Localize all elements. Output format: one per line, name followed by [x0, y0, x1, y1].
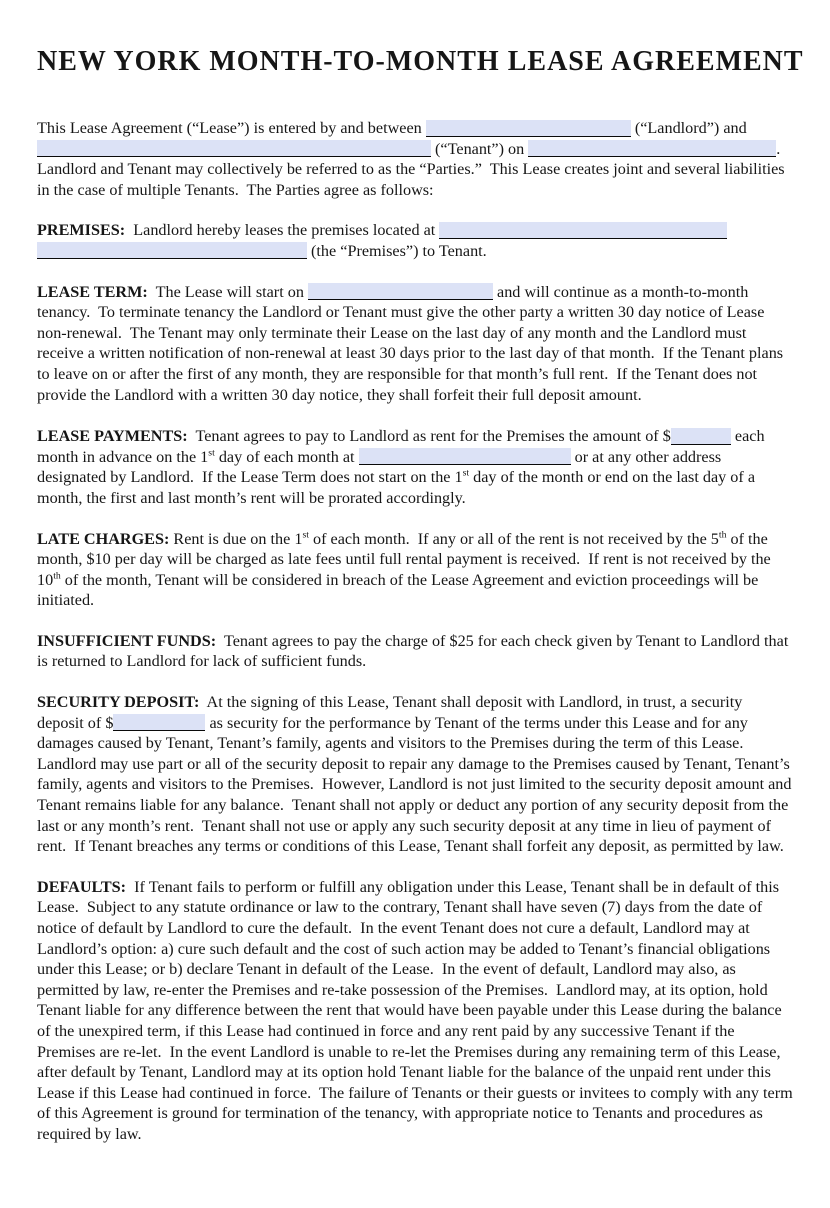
security-deposit-section: [37, 692, 796, 857]
late-charges-text-1: Rent is due on the 1: [169, 529, 303, 548]
security-deposit-amount-field[interactable]: [113, 714, 205, 731]
insufficient-funds-text-1: Tenant agrees to pay the charge of $25 for each check given by Tenant to Landlord that is returned to Landlord for lack of sufficient funds.: [37, 631, 793, 671]
ordinal-suffix: th: [718, 529, 727, 541]
lease-term-heading: LEASE TERM:: [37, 282, 148, 301]
defaults-text-1: If Tenant fails to perform or fulfill any obligation under this Lease, Tenant shall be in default of this Lease. Subject to any statute ordinance or law to the contrary, Tenant shall have seven (7) days from the date of notice of default by Landlord to cure the default. In the event Tenant does not cure a default, Landlord may at Landlord’s option: a) cure such default and the cost of such action may be added to Tenant’s financial obligations under this Lease; or b) declare Tenant in default of the Lease. In the event of default, Landlord may also, as permitted by law, re-enter the Premises and re-take possession of the Premises. Landlord may, at its option, hold Tenant liable for any difference between the rent that would have been payable under this Lease during the balance of the unexpired term, if this Lease had continued in force and any rent paid by any successive Tenant if the Premises are re-let. In the event Landlord is unable to re-let the Premises during any remaining term of this Lease, after default by Tenant, Landlord may at its option hold Tenant liable for the balance of the unpaid rent under this Lease if this Lease had continued in force. The failure of Tenants or their guests or invitees to comply with any term of this Agreement is ground for termination of the tenancy, with appropriate notice to Tenants and procedures as required by law.: [37, 877, 797, 1143]
intro-paragraph: [37, 118, 793, 200]
security-deposit-text-2: as security for the performance by Tenant of the terms under this Lease and for any damages caused by Tenant, Tenant’s family, agents and visitors to the Premises during the term of this Lease. Landlord may use part or all of the security deposit to repair any damage to the Premises caused by Tenant, Tenant’s family, agents and visitors to the Premises. However, Landlord is not just limited to the security deposit amount and Tenant remains liable for any balance. Tenant shall not apply or deduct any portion of any security deposit from the last or any month’s rent. Tenant shall not use or apply any such security deposit at any time in lieu of payment of rent. If Tenant breaches any terms or conditions of this Lease, Tenant shall forfeit any deposit, as permitted by law.: [37, 713, 796, 856]
lease-term-section: [37, 282, 793, 406]
late-charges-text-4: of the month, Tenant will be considered in breach of the Lease Agreement and eviction proceedings will be initiated.: [37, 570, 763, 610]
premises-text-1: Landlord hereby leases the premises located at: [125, 221, 440, 240]
security-deposit-heading: SECURITY DEPOSIT:: [37, 693, 200, 712]
late-charges-heading: LATE CHARGES:: [37, 529, 170, 548]
lease-payments-section: [37, 426, 793, 508]
lease-payments-heading: LEASE PAYMENTS:: [37, 427, 188, 446]
premises-section: [37, 220, 793, 261]
ordinal-suffix: st: [208, 447, 215, 459]
ordinal-suffix: st: [462, 467, 470, 479]
lease-payments-text-3: day of each month at: [214, 447, 359, 466]
defaults-heading: DEFAULTS:: [37, 877, 127, 896]
premises-text-2: (the “Premises”) to Tenant.: [307, 241, 487, 260]
intro-text-2: (“Landlord”) and: [630, 119, 751, 137]
rent-amount-field[interactable]: [671, 428, 731, 445]
lease-payments-text-4: or at any other address designated by Landlord. If the Lease Term does not start on the 1: [37, 447, 726, 487]
insufficient-funds-section: [37, 631, 793, 672]
intro-text-1: This Lease Agreement (“Lease”) is entered by and between: [37, 119, 426, 137]
premises-address-field-line1[interactable]: [439, 222, 727, 239]
premises-address-field-line2[interactable]: [37, 242, 307, 259]
security-deposit-text-1: At the signing of this Lease, Tenant shall deposit with Landlord, in trust, a security deposit of $: [37, 693, 747, 732]
document-title: NEW YORK MONTH-TO-MONTH LEASE AGREEMENT: [37, 46, 804, 77]
intro-text-3: (“Tenant”) on: [431, 139, 529, 158]
lease-term-text-2: and will continue as a month-to-month tenancy. To terminate tenancy the Landlord or Tenant must give the other party a written 30 day notice of Lease non-renewal. The Tenant may only terminate their Lease on the last day of any month and the Landlord must receive a written notification of non-renewal at least 30 days prior to the last day of that month. If the Tenant plans to leave on or after the first of any month, they are responsible for that month’s full rent. If the Tenant does not provide the Landlord with a written 30 day notice, they shall forfeit their full deposit amount.: [37, 282, 788, 404]
defaults-section: [37, 877, 797, 1145]
lease-start-date-field[interactable]: [308, 283, 493, 300]
lease-payments-text-2: each month in advance on the 1: [37, 427, 769, 466]
lease-payments-text-5: day of the month or end on the last day of a month, the first and last month’s rent will be prorated accordingly.: [37, 468, 760, 507]
late-charges-text-2: of each month. If any or all of the rent is not received by the 5: [308, 529, 719, 548]
agreement-date-field[interactable]: [528, 140, 776, 157]
insufficient-funds-heading: INSUFFICIENT FUNDS:: [37, 631, 217, 650]
lease-payments-text-1: Tenant agrees to pay to Landlord as rent for the Premises the amount of $: [187, 427, 671, 446]
tenant-name-field[interactable]: [37, 140, 431, 157]
ordinal-suffix: st: [302, 529, 309, 541]
ordinal-suffix: th: [53, 570, 61, 582]
lease-term-text-1: The Lease will start on: [147, 282, 308, 301]
late-charges-text-3: of the month, $10 per day will be charged as late fees until full rental payment is received. If rent is not received by the 10: [37, 529, 775, 589]
landlord-name-field[interactable]: [426, 120, 631, 137]
intro-text-4: . Landlord and Tenant may collectively be referred to as the “Parties.” This Lease creates joint and several liabilities in the case of multiple Tenants. The Parties agree as follows:: [37, 139, 789, 199]
payment-address-field[interactable]: [359, 448, 571, 465]
premises-heading: PREMISES:: [37, 221, 126, 240]
late-charges-section: [37, 529, 793, 611]
